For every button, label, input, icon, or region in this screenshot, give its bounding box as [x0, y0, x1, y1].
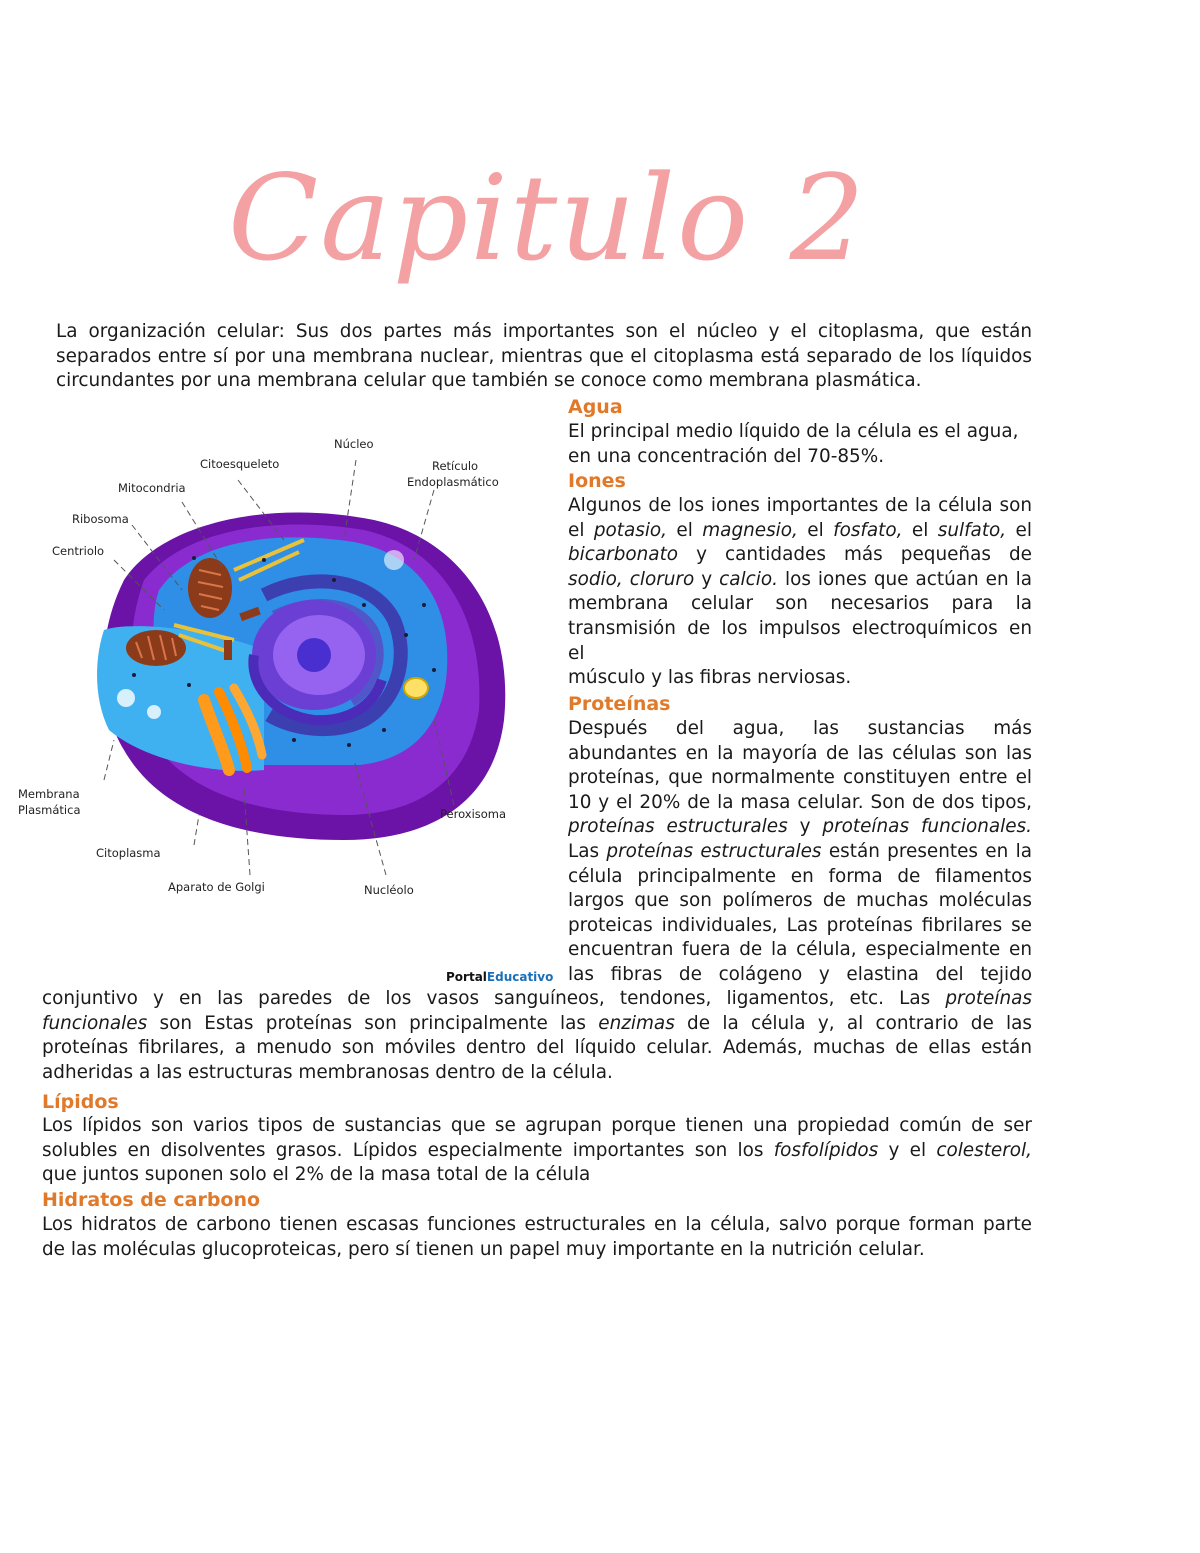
heading-hidratos: Hidratos de carbono: [42, 1189, 261, 1211]
intro-paragraph: [56, 320, 1032, 394]
lipidos-paragraph: [42, 1114, 1032, 1188]
nucleolus-shape: [297, 638, 331, 672]
proteinas-line: abundantes en la mayoría de las células son las: [568, 742, 1032, 764]
proteinas-line: conjuntivo y en las paredes de los vasos sanguíneos, tendones, ligamentos, etc. Las proteínas: [42, 988, 1032, 1009]
proteinas-line: proteínas fibrilares, a menudo son móviles dentro del líquido celular. Además, muchas de ellas están: [42, 1037, 1032, 1059]
heading-lipidos: Lípidos: [42, 1091, 119, 1113]
label-mitocondria: Mitocondria: [118, 481, 186, 495]
iones-line: membrana celular son necesarios para la: [568, 593, 1032, 615]
label-plasmatica: Plasmática: [18, 803, 81, 817]
agua-paragraph: [568, 420, 1032, 469]
proteinas-line: proteínas, que normalmente constituyen entre el: [568, 767, 1032, 789]
hidratos-line: de las moléculas glucoproteicas, pero sí tienen un papel muy importante en la nutrición celular.: [42, 1238, 925, 1260]
proteinas-line: Las proteínas estructurales están presentes en la: [568, 840, 1032, 862]
peroxisome-shape: [404, 678, 428, 698]
hidratos-line: Los hidratos de carbono tienen escasas funciones estructurales en la célula, salvo porque forman parte: [42, 1214, 1032, 1235]
proteinas-line: adheridas a las estructuras membranosas dentro de la célula.: [42, 1061, 613, 1083]
lipidos-line: que juntos suponen solo el 2% de la masa total de la célula: [42, 1164, 591, 1186]
heading-proteinas: Proteínas: [568, 693, 671, 715]
agua-line: El principal medio líquido de la célula es el agua,: [568, 421, 1019, 442]
iones-line: sodio, cloruro y calcio. los iones que actúan en la: [568, 568, 1033, 590]
proteinas-line: célula principalmente en forma de filamentos: [568, 865, 1032, 887]
proteinas-line: proteínas estructurales y proteínas funcionales.: [568, 816, 1032, 838]
proteinas-paragraph-continued: [42, 987, 1032, 1085]
iones-line: el potasio, el magnesio, el fosfato, el sulfato, el: [568, 519, 1032, 541]
iones-paragraph: [568, 494, 1032, 691]
label-ribosoma: Ribosoma: [72, 512, 129, 526]
agua-line: en una concentración del 70-85%.: [568, 445, 885, 467]
proteinas-line: las fibras de colágeno y elastina del tejido: [568, 963, 1032, 985]
heading-iones: Iones: [568, 470, 626, 492]
label-nucleolo: Nucléolo: [364, 883, 414, 897]
proteinas-paragraph: [568, 717, 1032, 988]
iones-line: el: [568, 642, 585, 664]
proteinas-line: funcionales son Estas proteínas son principalmente las enzimas de la célula y, al contrario de las: [42, 1012, 1033, 1034]
lipidos-line: Los lípidos son varios tipos de sustancias que se agrupan porque tienen una propiedad común de ser: [42, 1115, 1032, 1136]
label-nucleo: Núcleo: [334, 437, 374, 451]
label-citoplasma: Citoplasma: [96, 846, 161, 860]
lipidos-line: solubles en disolventes grasos. Lípidos especialmente importantes son los fosfolípidos y el colesterol,: [42, 1139, 1032, 1161]
intro-line: separados entre sí por una membrana nuclear, mientras que el citoplasma está separado de los líquidos: [56, 345, 1032, 367]
iones-line: músculo y las fibras nerviosas.: [568, 667, 852, 689]
iones-line: bicarbonato y cantidades más pequeñas de: [568, 544, 1032, 566]
proteinas-line: largos que son polímeros de muchas moléculas: [568, 890, 1032, 912]
proteinas-line: Después del agua, las sustancias más: [568, 718, 1032, 739]
proteinas-line: proteicas individuales, Las proteínas fibrilares se: [568, 914, 1032, 936]
mitochondrion-left: [126, 630, 186, 666]
heading-agua: Agua: [568, 396, 623, 418]
intro-line: La organización celular: Sus dos partes más importantes son el núcleo y el citoplasma, que están: [56, 321, 1032, 342]
intro-line: circundantes por una membrana celular que también se conoce como membrana plasmática.: [56, 370, 922, 392]
label-membrana: Membrana: [18, 787, 80, 801]
label-centriolo: Centriolo: [52, 544, 105, 558]
label-citoesqueleto: Citoesqueleto: [200, 457, 280, 471]
cell-diagram: [14, 430, 554, 990]
proteinas-line: 10 y el 20% de la masa celular. Son de dos tipos,: [568, 791, 1032, 813]
iones-line: transmisión de los impulsos electroquímicos en: [568, 617, 1032, 639]
proteinas-line: encuentran fuera de la célula, especialmente en: [568, 939, 1032, 961]
chapter-title: Capitulo 2: [228, 149, 867, 287]
label-endoplasmatico: Endoplasmático: [407, 475, 499, 489]
label-reticulo: Retículo: [432, 459, 479, 473]
iones-line: Algunos de los iones importantes de la célula son: [568, 495, 1032, 516]
label-peroxisoma: Peroxisoma: [440, 807, 507, 821]
portal-educativo-logo: PortalEducativo: [446, 970, 554, 984]
label-golgi: Aparato de Golgi: [168, 880, 265, 894]
hidratos-paragraph: [42, 1213, 1032, 1262]
